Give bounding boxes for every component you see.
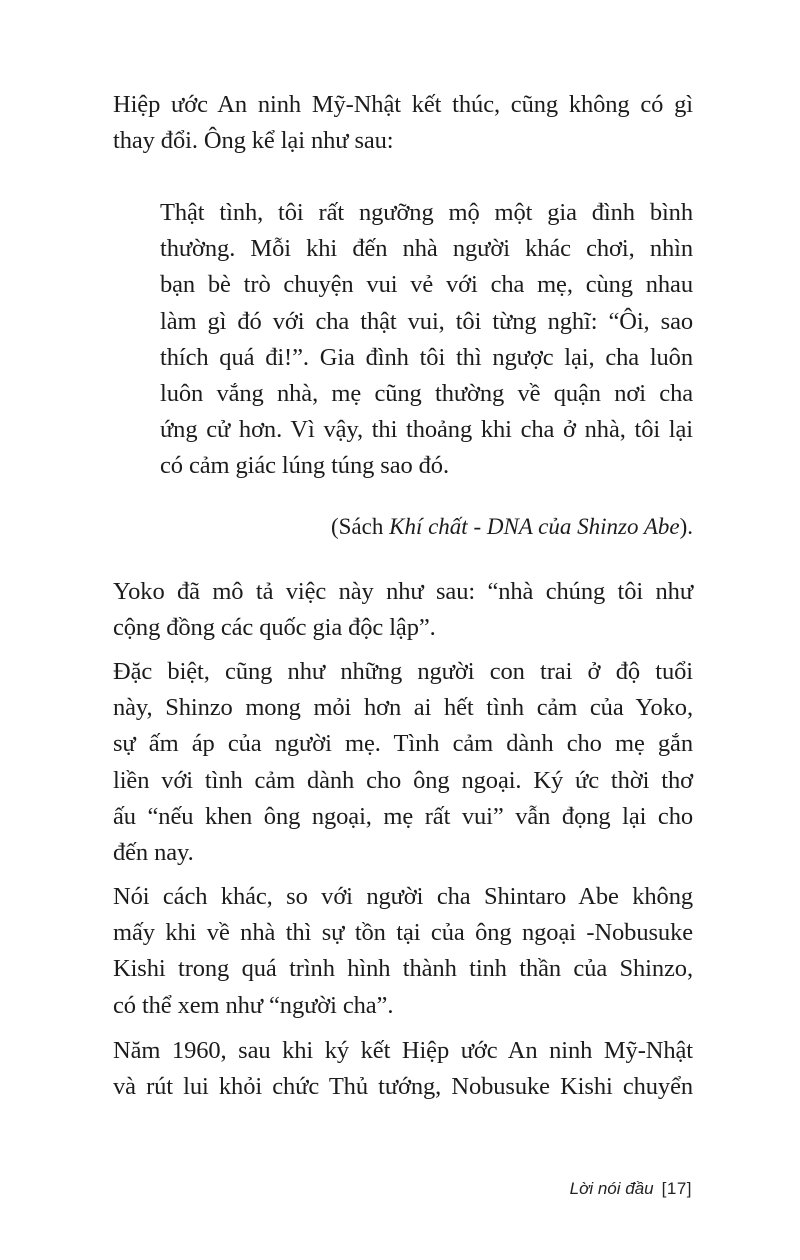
paragraph-shinzo <box>113 654 693 871</box>
text-line: Năm 1960, sau khi ký kết Hiệp ước An ninh Mỹ-Nhật <box>113 1037 693 1064</box>
quote-line: bạn bè trò chuyện vui vẻ với cha mẹ, cùng nhau <box>160 271 693 299</box>
text-line: ấu “nếu khen ông ngoại, mẹ rất vui” vẫn đọng lại cho <box>113 802 693 830</box>
paragraph-intro <box>113 87 693 159</box>
quote-line: thích quá đi!”. Gia đình tôi thì ngược lại, cha luôn <box>160 343 693 371</box>
source-prefix: (Sách <box>330 514 390 539</box>
page-footer <box>570 1178 692 1200</box>
text-line: và rút lui khỏi chức Thủ tướng, Nobusuke Kishi chuyển <box>113 1073 693 1101</box>
paragraph-1960 <box>113 1033 693 1105</box>
quote-line: Thật tình, tôi rất ngưỡng mộ một gia đình bình <box>160 199 693 226</box>
source-suffix: ). <box>679 514 693 539</box>
text-line: Nói cách khác, so với người cha Shintaro Abe không <box>113 883 693 910</box>
source-title: Khí chất - DNA của Shinzo Abe <box>389 514 680 539</box>
text-line: đến nay. <box>113 839 194 867</box>
text-line: sự ấm áp của người mẹ. Tình cảm dành cho mẹ gắn <box>113 730 693 758</box>
text-line: Kishi trong quá trình hình thành tinh thần của Shinzo, <box>113 955 693 983</box>
text-line: có thể xem như “người cha”. <box>113 991 394 1019</box>
quote-line: làm gì đó với cha thật vui, tôi từng nghĩ: “Ôi, sao <box>160 307 693 335</box>
quote-line: có cảm giác lúng túng sao đó. <box>160 452 449 480</box>
paragraph-father <box>113 879 693 1024</box>
text-line: cộng đồng các quốc gia độc lập”. <box>113 614 436 642</box>
text-line: liền với tình cảm dành cho ông ngoại. Ký ức thời thơ <box>113 766 693 794</box>
block-quote <box>160 195 693 485</box>
text-line: thay đổi. Ông kể lại như sau: <box>113 127 394 155</box>
text-line: mấy khi về nhà thì sự tồn tại của ông ngoại -Nobusuke <box>113 919 693 947</box>
quote-line: thường. Mỗi khi đến nhà người khác chơi, nhìn <box>160 235 693 263</box>
text-line: Đặc biệt, cũng như những người con trai ở độ tuổi <box>113 658 693 685</box>
text-line: Yoko đã mô tả việc này như sau: “nhà chúng tôi như <box>113 578 693 605</box>
quote-source <box>160 511 693 543</box>
quote-line: ứng cử hơn. Vì vậy, thi thoảng khi cha ở nhà, tôi lại <box>160 416 693 444</box>
footer-chapter-title: Lời nói đầu <box>569 1179 654 1198</box>
text-line: này, Shinzo mong mỏi hơn ai hết tình cảm của Yoko, <box>113 694 693 722</box>
text-line: Hiệp ước An ninh Mỹ-Nhật kết thúc, cũng không có gì <box>113 91 693 118</box>
page-number: [17] <box>661 1179 692 1198</box>
paragraph-yoko <box>113 574 693 646</box>
quote-line: luôn vắng nhà, mẹ cũng thường về quận nơi cha <box>160 380 693 408</box>
